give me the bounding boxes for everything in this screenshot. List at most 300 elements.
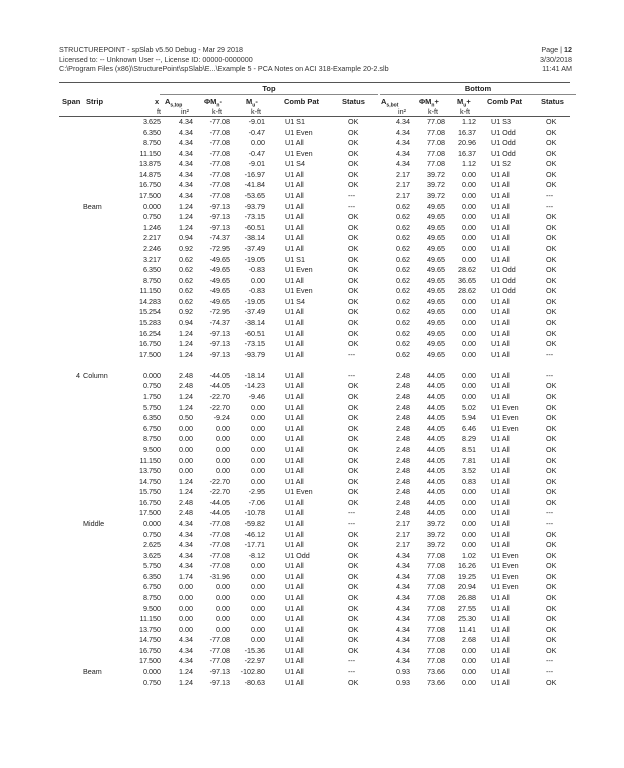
cell-status-top: OK	[348, 529, 359, 539]
cell-as-top: 0.00	[179, 614, 193, 624]
cell-x: 11.150	[139, 614, 161, 624]
cell-phimn-top: -49.65	[209, 275, 230, 285]
cell-status-bot: OK	[546, 434, 557, 444]
cell-comb-pat-bot: U1 Even	[491, 582, 519, 592]
cell-status-top: OK	[348, 550, 359, 560]
cell-mu-top: 0.00	[251, 423, 265, 433]
cell-comb-pat-top: U1 All	[285, 381, 304, 391]
cell-x: 2.625	[143, 540, 161, 550]
cell-phimn-bot: 77.08	[427, 635, 445, 645]
cell-status-bot: OK	[546, 635, 557, 645]
table-row	[0, 445, 624, 456]
unit-phimn-bot: k-ft	[428, 107, 438, 116]
cell-mu-bot: 0.00	[462, 518, 476, 528]
cell-mu-top: 0.00	[251, 571, 265, 581]
cell-comb-pat-top: U1 S1	[285, 254, 305, 264]
cell-phimn-bot: 44.05	[427, 497, 445, 507]
cell-comb-pat-bot: U1 All	[491, 307, 510, 317]
cell-as-top: 0.62	[179, 265, 193, 275]
cell-status-top: OK	[348, 169, 359, 179]
cell-mu-top: 0.00	[251, 603, 265, 613]
cell-phimn-bot: 77.08	[427, 624, 445, 634]
cell-phimn-top: -77.08	[209, 656, 230, 666]
cell-phimn-top: -77.08	[209, 191, 230, 201]
cell-as-top: 2.48	[179, 508, 193, 518]
cell-comb-pat-top: U1 All	[285, 275, 304, 285]
cell-status-top: OK	[348, 603, 359, 613]
table-row	[0, 678, 624, 689]
cell-mu-bot: 0.00	[462, 667, 476, 677]
cell-strip: Column	[83, 370, 108, 380]
cell-comb-pat-bot: U1 All	[491, 466, 510, 476]
table-row	[0, 159, 624, 170]
table-row	[0, 413, 624, 424]
cell-comb-pat-top: U1 All	[285, 434, 304, 444]
cell-as-bot: 2.17	[396, 169, 410, 179]
table-row	[0, 561, 624, 572]
cell-comb-pat-top: U1 All	[285, 392, 304, 402]
cell-x: 3.625	[143, 117, 161, 126]
cell-phimn-bot: 49.65	[427, 212, 445, 222]
cell-comb-pat-top: U1 Even	[285, 286, 313, 296]
cell-mu-bot: 0.00	[462, 677, 476, 687]
cell-phimn-top: -97.13	[209, 349, 230, 359]
cell-mu-top: -2.95	[248, 487, 265, 497]
cell-comb-pat-bot: U1 All	[491, 180, 510, 190]
cell-as-top: 1.24	[179, 392, 193, 402]
cell-comb-pat-top: U1 All	[285, 508, 304, 518]
cell-status-bot: OK	[546, 275, 557, 285]
cell-mu-top: 0.00	[251, 444, 265, 454]
cell-as-top: 0.00	[179, 455, 193, 465]
cell-phimn-bot: 39.72	[427, 180, 445, 190]
cell-comb-pat-bot: U1 All	[491, 667, 510, 677]
table-row	[0, 582, 624, 593]
col-comb-bot: Comb Pat	[487, 97, 523, 106]
cell-x: 15.254	[139, 307, 161, 317]
cell-as-top: 0.94	[179, 317, 193, 327]
cell-status-bot: OK	[546, 444, 557, 454]
cell-phimn-bot: 77.08	[427, 138, 445, 148]
cell-status-top: ---	[348, 201, 356, 211]
cell-as-bot: 4.34	[396, 656, 410, 666]
cell-as-top: 0.62	[179, 275, 193, 285]
cell-status-bot: OK	[546, 540, 557, 550]
cell-mu-top: -14.23	[244, 381, 265, 391]
cell-mu-top: -37.49	[244, 243, 265, 253]
cell-phimn-top: 0.00	[216, 593, 230, 603]
cell-as-top: 4.34	[179, 645, 193, 655]
cell-mu-top: -102.80	[240, 667, 265, 677]
cell-status-bot: OK	[546, 582, 557, 592]
cell-phimn-bot: 44.05	[427, 423, 445, 433]
col-comb-top: Comb Pat	[284, 97, 320, 106]
cell-as-bot: 2.17	[396, 518, 410, 528]
cell-comb-pat-bot: U1 All	[491, 434, 510, 444]
cell-mu-bot: 0.00	[462, 191, 476, 201]
cell-status-top: ---	[348, 518, 356, 528]
cell-comb-pat-bot: U1 All	[491, 540, 510, 550]
cell-as-top: 1.24	[179, 667, 193, 677]
cell-status-bot: OK	[546, 550, 557, 560]
cell-x: 6.350	[143, 413, 161, 423]
cell-phimn-top: -77.08	[209, 180, 230, 190]
cell-x: 6.750	[143, 423, 161, 433]
cell-status-top: OK	[348, 212, 359, 222]
cell-comb-pat-bot: U1 Odd	[491, 265, 516, 275]
cell-mu-bot: 5.02	[462, 402, 476, 412]
cell-comb-pat-top: U1 All	[285, 476, 304, 486]
cell-mu-top: -80.63	[244, 677, 265, 687]
unit-as-top: in²	[181, 107, 189, 116]
program-title: STRUCTUREPOINT - spSlab v5.50 Debug - Mar 29 2018	[59, 45, 244, 54]
cell-comb-pat-top: U1 All	[285, 328, 304, 338]
table-row	[0, 551, 624, 562]
cell-comb-pat-bot: U1 All	[491, 487, 510, 497]
cell-phimn-top: 0.00	[216, 614, 230, 624]
cell-comb-pat-top: U1 All	[285, 243, 304, 253]
table-row	[0, 403, 624, 414]
cell-status-bot: OK	[546, 614, 557, 624]
table-row	[0, 540, 624, 551]
cell-phimn-bot: 77.08	[427, 593, 445, 603]
cell-as-top: 2.48	[179, 497, 193, 507]
cell-mu-top: 0.00	[251, 561, 265, 571]
cell-comb-pat-bot: U1 All	[491, 518, 510, 528]
cell-x: 6.350	[143, 265, 161, 275]
cell-comb-pat-bot: U1 All	[491, 603, 510, 613]
cell-as-top: 1.24	[179, 201, 193, 211]
license-line: Licensed to: -- Unknown User --, License ID: 00000-0000000	[59, 54, 253, 64]
cell-phimn-top: -77.08	[209, 635, 230, 645]
report-header	[59, 45, 389, 74]
cell-comb-pat-bot: U1 All	[491, 233, 510, 243]
cell-as-bot: 2.48	[396, 487, 410, 497]
cell-comb-pat-top: U1 All	[285, 635, 304, 645]
cell-status-top: OK	[348, 180, 359, 190]
cell-phimn-top: -31.96	[209, 571, 230, 581]
cell-as-top: 1.24	[179, 476, 193, 486]
cell-as-bot: 0.62	[396, 307, 410, 317]
cell-comb-pat-bot: U1 All	[491, 243, 510, 253]
cell-mu-top: -18.14	[244, 370, 265, 380]
table-row	[0, 381, 624, 392]
table-row	[0, 255, 624, 266]
cell-x: 0.750	[143, 677, 161, 687]
cell-status-top: OK	[348, 677, 359, 687]
cell-phimn-bot: 77.08	[427, 117, 445, 126]
cell-status-bot: OK	[546, 169, 557, 179]
cell-comb-pat-bot: U1 All	[491, 201, 510, 211]
cell-phimn-top: -77.08	[209, 148, 230, 158]
group-top-rule	[160, 94, 378, 95]
cell-comb-pat-bot: U1 All	[491, 254, 510, 264]
cell-x: 13.750	[139, 466, 161, 476]
table-row	[0, 191, 624, 202]
cell-as-bot: 4.34	[396, 561, 410, 571]
cell-mu-top: 0.00	[251, 455, 265, 465]
cell-x: 13.750	[139, 624, 161, 634]
cell-as-bot: 0.62	[396, 275, 410, 285]
cell-mu-bot: 20.96	[458, 138, 476, 148]
cell-mu-top: -60.51	[244, 328, 265, 338]
cell-comb-pat-bot: U1 All	[491, 455, 510, 465]
cell-mu-bot: 0.00	[462, 349, 476, 359]
cell-mu-bot: 16.37	[458, 148, 476, 158]
cell-mu-top: -73.15	[244, 212, 265, 222]
cell-as-top: 1.24	[179, 212, 193, 222]
cell-as-bot: 2.48	[396, 392, 410, 402]
cell-status-top: OK	[348, 296, 359, 306]
cell-phimn-top: -97.13	[209, 667, 230, 677]
cell-status-bot: OK	[546, 392, 557, 402]
report-date: 3/30/2018	[540, 54, 572, 64]
cell-comb-pat-top: U1 All	[285, 645, 304, 655]
cell-comb-pat-top: U1 All	[285, 402, 304, 412]
cell-comb-pat-top: U1 All	[285, 339, 304, 349]
cell-phimn-bot: 77.08	[427, 614, 445, 624]
cell-phimn-top: -77.08	[209, 645, 230, 655]
cell-x: 0.000	[143, 370, 161, 380]
cell-as-bot: 2.17	[396, 191, 410, 201]
unit-x: ft	[157, 107, 161, 116]
cell-mu-bot: 25.30	[458, 614, 476, 624]
cell-mu-top: -19.05	[244, 296, 265, 306]
col-strip: Strip	[86, 97, 104, 106]
table-row	[0, 519, 624, 530]
cell-comb-pat-bot: U1 Odd	[491, 275, 516, 285]
cell-as-top: 1.24	[179, 222, 193, 232]
cell-comb-pat-top: U1 S4	[285, 296, 305, 306]
cell-phimn-top: -44.05	[209, 508, 230, 518]
cell-x: 8.750	[143, 434, 161, 444]
cell-mu-top: 0.00	[251, 624, 265, 634]
page-info	[540, 45, 572, 74]
cell-as-top: 0.92	[179, 307, 193, 317]
cell-comb-pat-bot: U1 All	[491, 635, 510, 645]
cell-phimn-bot: 44.05	[427, 444, 445, 454]
cell-x: 16.750	[139, 645, 161, 655]
cell-status-bot: OK	[546, 677, 557, 687]
col-mu-bot: $M_u+$	[457, 97, 471, 109]
cell-mu-top: -8.12	[248, 550, 265, 560]
cell-phimn-bot: 39.72	[427, 518, 445, 528]
cell-mu-top: 0.00	[251, 614, 265, 624]
cell-comb-pat-bot: U1 All	[491, 222, 510, 232]
cell-as-top: 0.94	[179, 233, 193, 243]
cell-x: 2.246	[143, 243, 161, 253]
cell-phimn-bot: 44.05	[427, 392, 445, 402]
cell-phimn-bot: 44.05	[427, 434, 445, 444]
cell-phimn-top: -77.08	[209, 117, 230, 126]
cell-comb-pat-bot: U1 S3	[491, 117, 511, 126]
cell-comb-pat-top: U1 Odd	[285, 550, 310, 560]
cell-status-top: ---	[348, 349, 356, 359]
cell-mu-bot: 1.12	[462, 159, 476, 169]
cell-mu-bot: 7.81	[462, 455, 476, 465]
cell-x: 8.750	[143, 593, 161, 603]
cell-status-top: OK	[348, 645, 359, 655]
cell-mu-top: 0.00	[251, 402, 265, 412]
cell-phimn-bot: 44.05	[427, 476, 445, 486]
table-row	[0, 593, 624, 604]
cell-mu-top: 0.00	[251, 476, 265, 486]
col-span: Span	[62, 97, 81, 106]
col-mu-top: $M_u-$	[246, 97, 258, 109]
table-row	[0, 667, 624, 678]
cell-status-bot: ---	[546, 656, 554, 666]
cell-phimn-top: -77.08	[209, 169, 230, 179]
cell-comb-pat-bot: U1 All	[491, 212, 510, 222]
table-row	[0, 329, 624, 340]
cell-status-top: OK	[348, 339, 359, 349]
cell-mu-top: -7.06	[248, 497, 265, 507]
table-row	[0, 202, 624, 213]
table-row	[0, 276, 624, 287]
cell-as-bot: 4.34	[396, 148, 410, 158]
cell-comb-pat-bot: U1 Odd	[491, 127, 516, 137]
cell-as-bot: 2.17	[396, 540, 410, 550]
cell-status-top: OK	[348, 138, 359, 148]
cell-phimn-bot: 77.08	[427, 550, 445, 560]
cell-status-bot: OK	[546, 212, 557, 222]
cell-comb-pat-bot: U1 All	[491, 169, 510, 179]
cell-comb-pat-top: U1 Even	[285, 265, 313, 275]
cell-mu-bot: 8.51	[462, 444, 476, 454]
cell-mu-bot: 0.00	[462, 317, 476, 327]
cell-phimn-bot: 49.65	[427, 233, 445, 243]
cell-comb-pat-top: U1 All	[285, 593, 304, 603]
cell-status-top: OK	[348, 561, 359, 571]
cell-as-bot: 0.93	[396, 677, 410, 687]
cell-mu-top: 0.00	[251, 466, 265, 476]
table-row	[0, 434, 624, 445]
cell-phimn-top: -77.08	[209, 127, 230, 137]
unit-phimn-top: k-ft	[212, 107, 222, 116]
cell-as-bot: 2.48	[396, 497, 410, 507]
cell-comb-pat-top: U1 S1	[285, 117, 305, 126]
cell-status-bot: OK	[546, 254, 557, 264]
cell-comb-pat-bot: U1 All	[491, 191, 510, 201]
cell-phimn-bot: 49.65	[427, 349, 445, 359]
table-row	[0, 604, 624, 615]
cell-mu-bot: 28.62	[458, 286, 476, 296]
cell-x: 5.750	[143, 561, 161, 571]
cell-comb-pat-bot: U1 Even	[491, 423, 519, 433]
cell-as-top: 4.34	[179, 635, 193, 645]
cell-phimn-top: -77.08	[209, 550, 230, 560]
cell-status-bot: ---	[546, 508, 554, 518]
cell-x: 15.750	[139, 487, 161, 497]
cell-as-top: 0.50	[179, 413, 193, 423]
unit-mu-bot: k-ft	[460, 107, 470, 116]
cell-comb-pat-bot: U1 All	[491, 593, 510, 603]
cell-mu-top: -53.65	[244, 191, 265, 201]
cell-phimn-bot: 44.05	[427, 370, 445, 380]
cell-status-top: OK	[348, 127, 359, 137]
cell-span: 4	[76, 370, 80, 380]
cell-phimn-bot: 77.08	[427, 645, 445, 655]
cell-as-top: 0.00	[179, 466, 193, 476]
cell-phimn-top: -77.08	[209, 159, 230, 169]
cell-as-top: 4.34	[179, 127, 193, 137]
cell-as-bot: 0.62	[396, 296, 410, 306]
cell-as-top: 0.62	[179, 296, 193, 306]
cell-comb-pat-top: U1 All	[285, 191, 304, 201]
cell-as-top: 1.24	[179, 328, 193, 338]
cell-as-bot: 2.17	[396, 529, 410, 539]
cell-phimn-bot: 49.65	[427, 275, 445, 285]
cell-as-bot: 0.62	[396, 212, 410, 222]
cell-status-bot: ---	[546, 349, 554, 359]
cell-status-top: OK	[348, 159, 359, 169]
cell-as-bot: 0.62	[396, 339, 410, 349]
cell-as-bot: 4.34	[396, 117, 410, 126]
cell-mu-top: -38.14	[244, 233, 265, 243]
table-row	[0, 286, 624, 297]
cell-as-bot: 4.34	[396, 582, 410, 592]
col-phimn-top: $\Phi M_n-$	[204, 97, 222, 109]
cell-status-top: OK	[348, 117, 359, 126]
cell-status-top: OK	[348, 476, 359, 486]
cell-mu-top: -93.79	[244, 201, 265, 211]
table-row	[0, 371, 624, 382]
cell-comb-pat-bot: U1 All	[491, 392, 510, 402]
cell-mu-bot: 28.62	[458, 265, 476, 275]
cell-mu-top: -9.01	[248, 117, 265, 126]
cell-as-bot: 0.62	[396, 265, 410, 275]
cell-phimn-top: -44.05	[209, 497, 230, 507]
cell-mu-bot: 0.00	[462, 233, 476, 243]
col-as-top: $A_{s,top}$	[165, 97, 183, 109]
cell-status-top: OK	[348, 381, 359, 391]
cell-phimn-top: -72.95	[209, 307, 230, 317]
cell-status-bot: OK	[546, 159, 557, 169]
cell-status-top: ---	[348, 508, 356, 518]
cell-as-top: 0.00	[179, 593, 193, 603]
cell-mu-bot: 0.00	[462, 328, 476, 338]
cell-comb-pat-bot: U1 All	[491, 339, 510, 349]
cell-as-top: 4.34	[179, 529, 193, 539]
cell-as-top: 4.34	[179, 656, 193, 666]
cell-status-top: OK	[348, 614, 359, 624]
cell-status-top: OK	[348, 392, 359, 402]
cell-phimn-top: -97.13	[209, 201, 230, 211]
cell-status-top: OK	[348, 243, 359, 253]
cell-phimn-bot: 44.05	[427, 508, 445, 518]
cell-mu-bot: 0.83	[462, 476, 476, 486]
cell-comb-pat-top: U1 Even	[285, 487, 313, 497]
cell-as-top: 1.24	[179, 339, 193, 349]
cell-status-bot: OK	[546, 180, 557, 190]
cell-mu-bot: 0.00	[462, 392, 476, 402]
cell-phimn-bot: 44.05	[427, 402, 445, 412]
cell-comb-pat-top: U1 All	[285, 317, 304, 327]
cell-as-top: 4.34	[179, 191, 193, 201]
report-time: 11:41 AM	[542, 64, 572, 73]
cell-status-top: OK	[348, 307, 359, 317]
cell-phimn-top: -9.24	[213, 413, 230, 423]
cell-phimn-bot: 77.08	[427, 127, 445, 137]
cell-as-top: 0.00	[179, 624, 193, 634]
cell-mu-bot: 0.00	[462, 540, 476, 550]
cell-status-bot: OK	[546, 317, 557, 327]
cell-phimn-top: -97.13	[209, 222, 230, 232]
cell-status-top: ---	[348, 656, 356, 666]
cell-x: 3.217	[143, 254, 161, 264]
cell-comb-pat-top: U1 All	[285, 349, 304, 359]
cell-mu-bot: 1.12	[462, 117, 476, 126]
